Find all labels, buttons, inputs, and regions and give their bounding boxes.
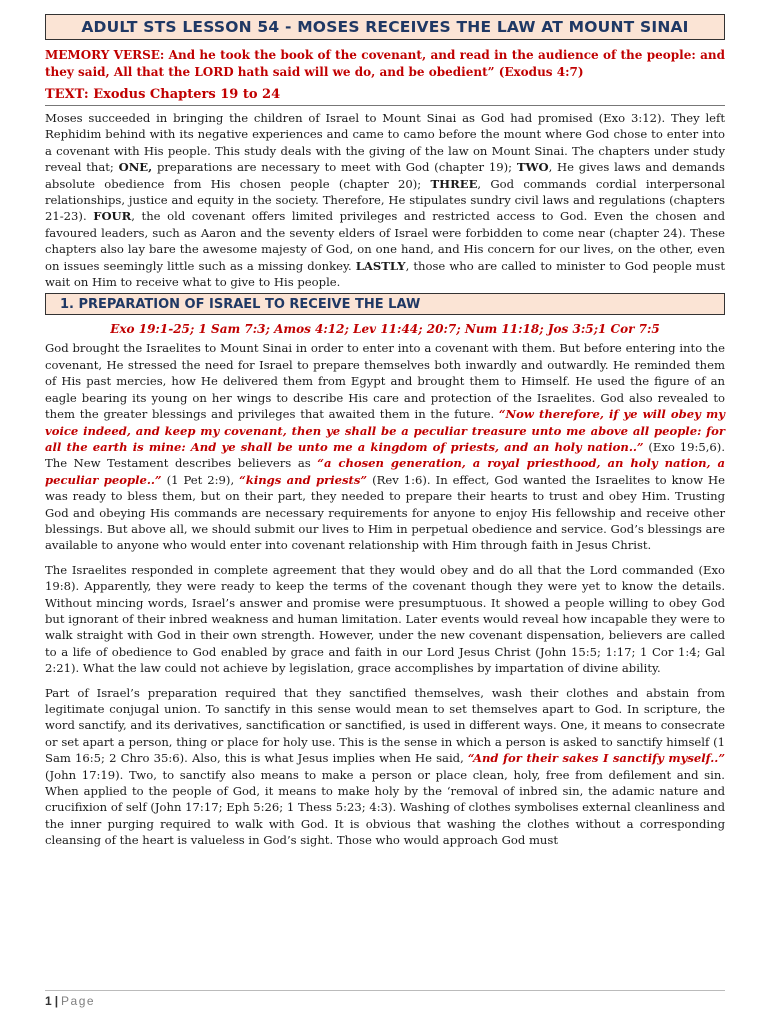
intro-text: , those who are called to minister to God people must wait on Him to receive what to give to His people. — [45, 258, 725, 290]
scripture-quote: “Now therefore, if ye will obey my voice indeed, and keep my covenant, then ye shall be a peculiar treasure unto me above all people: for all the earth is mine: And ye shall be unto me a kingdom of priests, and an holy nation..” — [45, 407, 725, 454]
intro-keyword-three: THREE — [430, 176, 478, 191]
paragraph-text: (1 Pet 2:9), — [161, 472, 240, 487]
body-paragraph: The Israelites responded in complete agreement that they would obey and do all that the Lord commanded (Exo 19:8). Apparently, they were ready to keep the terms of the covenant though they were yet to know the details. Without mincing words, Israel’s answer and promise were presumptuous. It showed a people willing to obey God but ignorant of their inbred weakness and human limitation. Later events would reveal how incapable they were to walk straight with God in their own strength. However, under the new covenant dispensation, believers are called to a life of obedience to God enabled by grace and faith in our Lord Jesus Christ (John 15:5; 1:17; 1 Cor 1:4; Gal 2:21). What the law could not achieve by legislation, grace accomplishes by impartation of divine ability. — [45, 562, 725, 676]
paragraph-text: (Exo 19:5,6). The New Testament describes believers as — [45, 439, 725, 471]
lesson-title: ADULT STS LESSON 54 - MOSES RECEIVES THE LAW AT MOUNT SINAI — [45, 14, 725, 40]
document-page — [45, 14, 725, 849]
page-label: Page — [61, 994, 96, 1008]
scripture-quote: “a chosen generation, a royal priesthood, an holy nation, a peculiar people..” — [45, 456, 725, 487]
scripture-quote: “And for their sakes I sanctify myself..” — [467, 751, 725, 766]
intro-keyword-two: TWO — [516, 160, 549, 175]
page-footer — [45, 990, 725, 1008]
paragraph-text: God brought the Israelites to Mount Sinai in order to enter into a covenant with them. But before entering into the covenant, He stressed the need for Israel to prepare themselves both inwardly and outwardly. He reminded them of His past mercies, how He delivered them from Egypt and brought them to Himself. He used the figure of an eagle bearing its young on her wings to describe His care and protection of the Israelites. God also revealed to them the greater blessings and privileges that awaited them in the future. — [45, 341, 725, 422]
intro-text: preparations are necessary to meet with God (chapter 19); — [152, 160, 517, 175]
intro-keyword-four: FOUR — [93, 209, 132, 224]
paragraph-text: (Rev 1:6). In effect, God wanted the Israelites to know He was ready to bless them, but on their part, they needed to prepare their hearts to trust and obey Him. Trusting God and obeying His commands are necessary requirements for anyone to enjoy His fellowship and receive other blessings. But above all, we should submit our lives to Him in perpetual obedience and service. God’s blessings are available to anyone who would enter into covenant relationship with Him through faith in Jesus Christ. — [45, 472, 726, 553]
footer-separator: | — [54, 994, 59, 1008]
intro-paragraph — [45, 110, 725, 290]
memory-verse: MEMORY VERSE: And he took the book of the covenant, and read in the audience of the people: and they said, All that the LORD hath said will we do, and be obedient” (Exodus 4:7) — [45, 48, 725, 79]
body-paragraph — [45, 685, 725, 849]
intro-keyword-lastly: LASTLY — [355, 258, 406, 273]
intro-text: , He gives laws and demands absolute obedience from His chosen people (chapter 20); — [45, 160, 725, 191]
scripture-quote: “kings and priests” — [239, 472, 368, 487]
paragraph-text: (John 17:19). Two, to sanctify also means to make a person or place clean, holy, free from defilement and sin. When applied to the people of God, it means to make holy by the ‘removal of inbred sin, the adamic nature and crucifixion of self (John 17:17; Eph 5:26; 1 Thess 5:23; 4:3). Washing of clothes symbolises external cleanliness and the inner purging required to walk with God. It is obvious that washing the clothes without a corresponding cleansing of the heart is valueless in God’s sight. Those who would approach God must — [45, 767, 725, 848]
page-number: 1 — [45, 994, 52, 1008]
body-paragraph — [45, 340, 725, 553]
intro-text: , the old covenant offers limited privileges and restricted access to God. Even the chosen and favoured leaders, such as Aaron and the seventy elders of Israel were forbidden to come near (chapter 24). These chapters also lay bare the awesome majesty of God, on one hand, and His concern for our lives, on the other, even on issues seemingly little such as a missing donkey. — [45, 209, 725, 273]
intro-keyword-one: ONE, — [118, 160, 153, 175]
intro-text: , God commands cordial interpersonal relationships, justice and equity in the society. Therefore, He stipulates sundry civil laws and regulations (chapters 21-23). — [45, 176, 725, 224]
text-reference: TEXT: Exodus Chapters 19 to 24 — [45, 87, 725, 106]
intro-text: Moses succeeded in bringing the children of Israel to Mount Sinai as God had promised (Exo 3:12). They left Rephidim behind with its negative experiences and came to camo before the mount where God chose to enter into a covenant with His people. This study deals with the giving of the law on Mount Sinai. The chapters under study reveal that; — [45, 111, 725, 175]
paragraph-text: Part of Israel’s preparation required that they sanctified themselves, wash their clothes and abstain from legitimate conjugal union. To sanctify in this sense would mean to set themselves apart to God. In scripture, the word sanctify, and its derivatives, sanctification or sanctified, is used in different ways. One, it means to consecrate or set apart a person, thing or place for holy use. This is the sense in which a person is asked to sanctify himself (1 Sam 16:5; 2 Chro 35:6). Also, this is what Jesus implies when He said, — [45, 685, 726, 766]
scripture-references: Exo 19:1-25; 1 Sam 7:3; Amos 4:12; Lev 11:44; 20:7; Num 11:18; Jos 3:5;1 Cor 7:5 — [110, 322, 660, 337]
section-heading: 1. PREPARATION OF ISRAEL TO RECEIVE THE LAW — [45, 293, 725, 315]
